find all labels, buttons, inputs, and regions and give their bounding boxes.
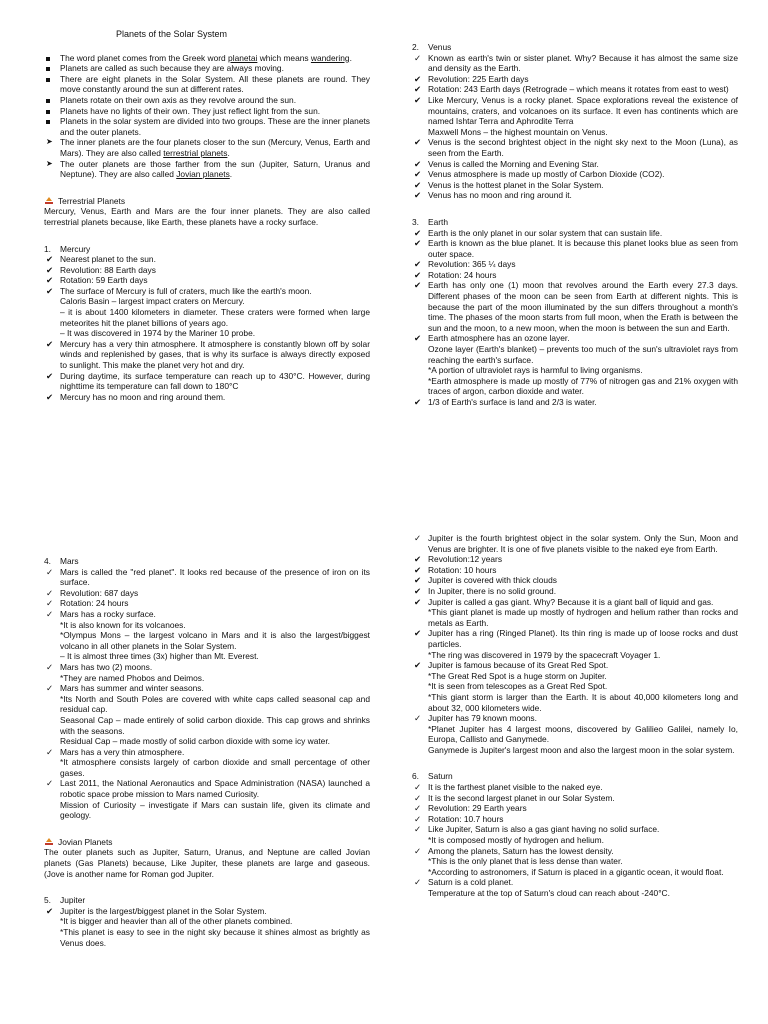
- mercury-section: [44, 244, 370, 403]
- list-item: [44, 371, 370, 392]
- item-text: Saturn is a cold planet.: [428, 877, 514, 888]
- sub-text: *It atmosphere consists largely of carbon dioxide and small percentage of other gases.: [60, 757, 370, 778]
- item-text: It is the second largest planet in our Solar System.: [428, 792, 615, 803]
- check-bullet-icon: ✔: [414, 259, 422, 270]
- sub-text: Temperature at the top of Saturn's cloud can reach about -240°C.: [428, 888, 670, 898]
- jovian-heading: Jovian Planets: [44, 837, 370, 848]
- intro-item: [44, 159, 370, 180]
- intro-item: [44, 116, 370, 137]
- list-item: [412, 333, 738, 344]
- item-text: Venus is called the Morning and Evening Star.: [428, 158, 599, 169]
- check-bullet-icon: ✓: [414, 845, 422, 856]
- intro-text: which means: [257, 52, 311, 63]
- square-bullet-icon: [46, 67, 50, 71]
- list-item: [412, 554, 738, 565]
- item-text: Revolution:12 years: [428, 554, 503, 565]
- item-text: Jupiter has 79 known moons.: [428, 713, 537, 724]
- section-heading: [412, 771, 738, 782]
- item-text: Mars has a very thin atmosphere.: [60, 746, 185, 757]
- check-bullet-icon: ✔: [46, 285, 54, 296]
- list-item: [412, 53, 738, 74]
- item-text: Revolution: 88 Earth days: [60, 264, 156, 275]
- intro-text: The outer planets are those farther from the sun (Jupiter, Saturn, Uranus and Neptune). They are also called: [60, 158, 370, 180]
- intro-item: [44, 137, 370, 158]
- list-item: [412, 597, 738, 608]
- page-title: Planets of the Solar System: [116, 29, 228, 39]
- section-heading: [44, 244, 370, 255]
- list-item: [412, 628, 738, 649]
- intro-item: [44, 74, 370, 95]
- jupiter-section-b: [412, 533, 738, 755]
- check-bullet-icon: ✓: [414, 52, 422, 63]
- check-bullet-icon: ✔: [46, 264, 54, 275]
- item-text: Rotation: 243 Earth days (Retrograde – which means it rotates from east to west): [428, 84, 729, 95]
- item-text: Jupiter has a ring (Ringed Planet). Its thin ring is made up of loose rocks and dust particles.: [428, 628, 738, 649]
- check-bullet-icon: ✔: [414, 169, 422, 180]
- check-bullet-icon: ✔: [414, 158, 422, 169]
- item-text: Revolution: 687 days: [60, 587, 139, 598]
- item-text: Venus atmosphere is made up mostly of Carbon Dioxide (CO2).: [428, 169, 665, 180]
- sub-text: *Its North and South Poles are covered with white caps called seasonal cap and residual cap.: [60, 693, 370, 715]
- intro-item: [44, 95, 370, 106]
- sub-text: *Olympus Mons – the largest volcano in Mars and it is also the largest/biggest volcano in all other planets in the Solar System.: [60, 630, 370, 651]
- jovian-text: The outer planets such as Jupiter, Saturn, Uranus, and Neptune are called Jovian planets (Gas Planets) because, Like Jupiter, these planets are large and gaseous. (Jove is another name for Roman god Jupiter.: [44, 847, 370, 879]
- intro-item: [44, 63, 370, 74]
- check-bullet-icon: ✔: [414, 73, 422, 84]
- intro-text: .: [229, 169, 233, 180]
- check-bullet-icon: ✔: [414, 94, 422, 105]
- sub-text: *The ring was discovered in 1979 by the spacecraft Voyager 1.: [428, 649, 661, 660]
- sub-text: *It is bigger and heavier than all of the other planets combined.: [60, 916, 293, 927]
- check-bullet-icon: ✔: [414, 397, 422, 407]
- item-text: Earth atmosphere has an ozone layer.: [428, 333, 570, 344]
- sub-text: *According to astronomers, if Saturn is placed in a gigantic ocean, it would float.: [428, 866, 724, 877]
- list-item: [44, 598, 370, 609]
- check-bullet-icon: ✓: [46, 566, 54, 577]
- check-bullet-icon: ✓: [414, 877, 422, 888]
- list-item: [412, 575, 738, 586]
- sub-text: *It is also known for its volcanoes.: [60, 619, 186, 630]
- section-number: 4.: [44, 556, 51, 566]
- item-text: Earth has only one (1) moon that revolves around the Earth every 27.3 days. Different phases of the moon can be seen from Earth at different nights. This is because the part of the moon illuminated by the sun differs throughout a month's time. The phases of the moon starts from full moon, when the Erath is between the sun and the moon, to a new moon, when the moon is between the sun and Earth.: [428, 280, 738, 333]
- item-text: Jupiter is called a gas giant. Why? Because it is a giant ball of liquid and gas.: [428, 596, 714, 607]
- item-text: Venus is the hottest planet in the Solar System.: [428, 179, 604, 190]
- list-item: [412, 159, 738, 170]
- sub-text: *This planet is easy to see in the night sky because it shines almost as brightly as Venus does.: [60, 927, 370, 948]
- section-name: Jupiter: [60, 895, 86, 906]
- list-item: [44, 286, 370, 297]
- intro-text: Planets rotate on their own axis as they revolve around the sun.: [60, 94, 297, 105]
- item-text: Nearest planet to the sun.: [60, 254, 156, 265]
- list-item: [412, 95, 738, 127]
- item-text: The surface of Mercury is full of craters, much like the earth's moon.: [60, 285, 312, 296]
- check-bullet-icon: ✔: [414, 179, 422, 190]
- mars-section: [44, 556, 370, 821]
- list-item: [44, 567, 370, 588]
- intro-text: There are eight planets in the Solar System. All these planets are round. They move constantly around the sun at different rates.: [60, 73, 370, 95]
- jupiter-section-a: [44, 895, 370, 948]
- square-bullet-icon: [46, 99, 50, 103]
- list-item: [44, 609, 370, 620]
- check-bullet-icon: ✔: [414, 227, 422, 238]
- item-text: Like Mercury, Venus is a rocky planet. Space explorations reveal the existence of mountains, craters, and volcanoes on its surface. It even has continents which are named Ishtar Terra and Aphrodite Terra: [428, 94, 738, 127]
- bullet-icon: [44, 838, 54, 846]
- check-bullet-icon: ✓: [414, 713, 422, 724]
- intro-text: The word planet comes from the Greek word: [60, 52, 229, 63]
- terrestrial-text: Mercury, Venus, Earth and Mars are the four inner planets. They are also called terrestrial planets because, like Earth, these planets have a rocky surface.: [44, 206, 370, 227]
- check-bullet-icon: ✔: [414, 585, 422, 596]
- list-item: [44, 906, 370, 917]
- sub-text: Ganymede is Jupiter's largest moon and also the largest moon in the solar system.: [428, 744, 735, 755]
- item-text: Rotation: 24 hours: [60, 598, 129, 609]
- bullet-icon: [44, 197, 54, 205]
- check-bullet-icon: ✔: [46, 905, 54, 916]
- item-text: During daytime, its surface temperature can reach up to 430°C. However, during nighttime its temperature can fall down to 180°C: [60, 370, 370, 392]
- intro-text: Planets have no lights of their own. They just reflect light from the sun.: [60, 105, 321, 116]
- section-heading: [44, 895, 370, 906]
- underlined-term: terrestrial planets: [163, 147, 228, 158]
- list-item: [412, 814, 738, 825]
- item-text: Venus is the second brightest object in the night sky next to the Moon (Luna), as seen from the Earth.: [428, 137, 738, 158]
- list-item: [412, 137, 738, 158]
- section-heading: [412, 42, 738, 53]
- check-bullet-icon: ✔: [46, 391, 54, 402]
- section-heading: [412, 217, 738, 228]
- section-name: Venus: [428, 42, 452, 52]
- check-bullet-icon: ✔: [46, 254, 54, 265]
- item-text: Known as earth's twin or sister planet. Why? Because it has almost the same size and density as the Earth.: [428, 52, 738, 74]
- list-item: [412, 533, 738, 554]
- item-text: Rotation: 10.7 hours: [428, 813, 504, 824]
- underlined-term: planetai: [228, 52, 258, 63]
- list-item: [44, 339, 370, 371]
- list-item: [412, 713, 738, 724]
- list-item: [412, 846, 738, 857]
- check-bullet-icon: ✓: [46, 608, 54, 619]
- list-item: [44, 265, 370, 276]
- check-bullet-icon: ✓: [414, 533, 422, 543]
- item-text: Rotation: 10 hours: [428, 564, 497, 575]
- item-text: Mars has a rocky surface.: [60, 608, 156, 619]
- item-text: Mercury has no moon and ring around them.: [60, 391, 226, 402]
- check-bullet-icon: ✔: [414, 660, 422, 671]
- list-item: [412, 280, 738, 333]
- left-column-bottom: [44, 556, 370, 948]
- sub-text: *Earth atmosphere is made up mostly of 77% of nitrogen gas and 21% oxygen with traces of argon, carbon dioxide and water.: [428, 375, 738, 397]
- list-item: [412, 228, 738, 239]
- check-bullet-icon: ✔: [46, 275, 54, 286]
- sub-text: *It is composed mostly of hydrogen and helium.: [428, 835, 604, 846]
- item-text: Rotation: 59 Earth days: [60, 275, 148, 286]
- list-item: [412, 660, 738, 671]
- section-number: 3.: [412, 216, 419, 227]
- sub-text: – It is almost three times (3x) higher than Mt. Everest.: [60, 651, 259, 662]
- check-bullet-icon: ✓: [46, 661, 54, 672]
- section-number: 2.: [412, 42, 419, 52]
- right-column-bottom: [412, 533, 738, 899]
- sub-text: *Planet Jupiter has 4 largest moons, discovered by Galilieo Galilei, namely Io, Europa, Callisto and Ganymede.: [428, 723, 738, 745]
- sub-text: *The Great Red Spot is a huge storm on Jupiter.: [428, 670, 607, 681]
- item-text: Jupiter is the largest/biggest planet in the Solar System.: [60, 905, 267, 916]
- sub-text: Ozone layer (Earth's blanket) – prevents too much of the sun's ultraviolet rays from reaching the earth's surface.: [428, 344, 738, 365]
- check-bullet-icon: ✔: [414, 575, 422, 586]
- list-item: [412, 824, 738, 835]
- sub-text: Caloris Basin – largest impact craters on Mercury.: [60, 296, 245, 307]
- item-text: Like Jupiter, Saturn is also a gas giant having no solid surface.: [428, 824, 660, 835]
- intro-list: [44, 53, 370, 180]
- list-item: [44, 275, 370, 286]
- list-item: [412, 270, 738, 281]
- earth-section: [412, 217, 738, 408]
- intro-text: .: [227, 147, 230, 158]
- sub-text: *This is the only planet that is less dense than water.: [428, 856, 623, 867]
- check-bullet-icon: ✓: [46, 587, 54, 598]
- item-text: Rotation: 24 hours: [428, 269, 497, 280]
- list-item: [44, 254, 370, 265]
- list-item: [44, 683, 370, 694]
- list-item: [412, 238, 738, 259]
- sub-text: *This giant planet is made up mostly of hydrogen and helium rather than rocks and metals as Earth.: [428, 607, 738, 628]
- list-item: [412, 586, 738, 597]
- venus-section: [412, 42, 738, 201]
- underlined-term: Jovian planets: [176, 169, 230, 180]
- right-column-top: [412, 42, 738, 408]
- list-item: [44, 747, 370, 758]
- list-item: [412, 877, 738, 888]
- intro-item: [44, 106, 370, 117]
- item-text: Among the planets, Saturn has the lowest density.: [428, 845, 614, 856]
- intro-item: [44, 53, 370, 64]
- item-text: Jupiter is covered with thick clouds: [428, 575, 557, 586]
- section-number: 6.: [412, 771, 419, 782]
- check-bullet-icon: ✔: [414, 280, 422, 291]
- list-item: [412, 793, 738, 804]
- sub-text: – it is about 1400 kilometers in diameter. These craters were formed when large meteorites hit the planet billions of years ago.: [60, 307, 370, 328]
- item-text: Mars has summer and winter seasons.: [60, 683, 204, 694]
- list-item: [44, 392, 370, 403]
- sub-text: Seasonal Cap – made entirely of solid carbon dioxide. This cap grows and shrinks with the seasons.: [60, 714, 370, 736]
- check-bullet-icon: ✓: [46, 683, 54, 694]
- item-text: Jupiter is the fourth brightest object in the solar system. Only the Sun, Moon and Venus are brighter. It is one of five planets visible to the naked eye from Earth.: [428, 533, 738, 554]
- check-bullet-icon: ✔: [414, 596, 422, 607]
- check-bullet-icon: ✓: [414, 813, 422, 824]
- check-bullet-icon: ✔: [414, 333, 422, 344]
- item-text: Jupiter is famous because of its Great Red Spot.: [428, 660, 609, 671]
- square-bullet-icon: [46, 110, 50, 114]
- square-bullet-icon: [46, 57, 50, 61]
- check-bullet-icon: ✔: [414, 554, 422, 565]
- intro-text: Planets are called as such because they are always moving.: [60, 63, 284, 74]
- check-bullet-icon: ✔: [414, 84, 422, 95]
- terrestrial-heading: Terrestrial Planets: [44, 196, 370, 207]
- item-text: Earth is the only planet in our solar system that can sustain life.: [428, 227, 663, 238]
- sub-text: Residual Cap – made mostly of solid carbon dioxide with some icy water.: [60, 736, 330, 747]
- check-bullet-icon: ✔: [414, 269, 422, 280]
- list-item: [412, 565, 738, 576]
- list-item: [412, 782, 738, 793]
- item-text: Mars is called the "red planet". It looks red because of the presence of iron on its surface.: [60, 566, 370, 588]
- item-text: 1/3 of Earth's surface is land and 2/3 is water.: [428, 397, 597, 407]
- item-text: Revolution: 29 Earth years: [428, 803, 527, 814]
- sub-text: *A portion of ultraviolet rays is harmful to living organisms.: [428, 365, 643, 376]
- check-bullet-icon: ✔: [414, 564, 422, 575]
- list-item: [44, 662, 370, 673]
- item-text: In Jupiter, there is no solid ground.: [428, 585, 557, 596]
- list-item: [412, 74, 738, 85]
- check-bullet-icon: ✓: [46, 778, 54, 789]
- check-bullet-icon: ✓: [414, 824, 422, 835]
- section-number: 1.: [44, 243, 51, 254]
- sub-text: Mission of Curiosity – investigate if Mars can sustain life, given its climate and geology.: [60, 799, 370, 821]
- section-heading: [44, 556, 370, 567]
- item-text: Revolution: 365 ¼ days: [428, 259, 516, 270]
- section-name: Mercury: [60, 243, 91, 254]
- list-item: [412, 169, 738, 180]
- saturn-section: [412, 771, 738, 898]
- section-number: 5.: [44, 895, 51, 906]
- sub-text: *It is seen from telescopes as a Great Red Spot.: [428, 681, 608, 692]
- intro-text: .: [349, 52, 352, 63]
- item-text: Revolution: 225 Earth days: [428, 73, 529, 84]
- check-bullet-icon: ✓: [414, 782, 422, 793]
- list-item: [412, 259, 738, 270]
- sub-text: *This giant storm is larger than the Earth. It is about 40,000 kilometers long and about 32, 000 kilometers wide.: [428, 691, 738, 713]
- check-bullet-icon: ✔: [414, 238, 422, 249]
- check-bullet-icon: ✔: [414, 137, 422, 148]
- list-item: [412, 84, 738, 95]
- sub-text: Maxwell Mons – the highest mountain on Venus.: [428, 126, 608, 137]
- item-text: Earth is known as the blue planet. It is because this planet looks blue as seen from outer space.: [428, 238, 738, 259]
- sub-text: *They are named Phobos and Deimos.: [60, 672, 205, 683]
- arrow-bullet-icon: ➤: [46, 158, 53, 168]
- list-item: [412, 190, 738, 201]
- intro-text: The inner planets are the four planets closer to the sun (Mercury, Venus, Earth and Mars). They are also called: [60, 137, 370, 158]
- left-column-top: [44, 29, 370, 402]
- section-name: Saturn: [428, 771, 453, 782]
- list-item: [412, 397, 738, 408]
- intro-text: Planets in the solar system are divided into two groups. These are the inner planets and the outer planets.: [60, 116, 370, 137]
- item-text: It is the farthest planet visible to the naked eye.: [428, 782, 603, 793]
- square-bullet-icon: [46, 78, 50, 82]
- list-item: [412, 803, 738, 814]
- check-bullet-icon: ✔: [414, 628, 422, 639]
- item-text: Venus has no moon and ring around it.: [428, 190, 572, 201]
- check-bullet-icon: ✓: [46, 598, 54, 609]
- check-bullet-icon: ✔: [46, 338, 54, 349]
- check-bullet-icon: ✔: [46, 370, 54, 381]
- check-bullet-icon: ✓: [414, 803, 422, 814]
- section-name: Mars: [60, 556, 79, 566]
- check-bullet-icon: ✓: [46, 746, 54, 757]
- arrow-bullet-icon: ➤: [46, 137, 53, 147]
- check-bullet-icon: ✓: [414, 792, 422, 803]
- list-item: [44, 588, 370, 599]
- section-name: Earth: [428, 216, 449, 227]
- underlined-term: wandering: [310, 52, 350, 63]
- item-text: Mars has two (2) moons.: [60, 661, 153, 672]
- list-item: [412, 180, 738, 191]
- square-bullet-icon: [46, 120, 50, 124]
- list-item: [44, 778, 370, 799]
- sub-text: – It was discovered in 1974 by the Mariner 10 probe.: [60, 328, 256, 339]
- check-bullet-icon: ✔: [414, 190, 422, 201]
- item-text: Last 2011, the National Aeronautics and Space Administration (NASA) launched a robotic space probe mission to Mars named Curiosity.: [60, 778, 370, 800]
- item-text: Mercury has a very thin atmosphere. It atmosphere is constantly blown off by solar winds and replenished by gases, that is why its surface is always directly exposed to sunlight. This make the planet very hot and dry.: [60, 338, 370, 371]
